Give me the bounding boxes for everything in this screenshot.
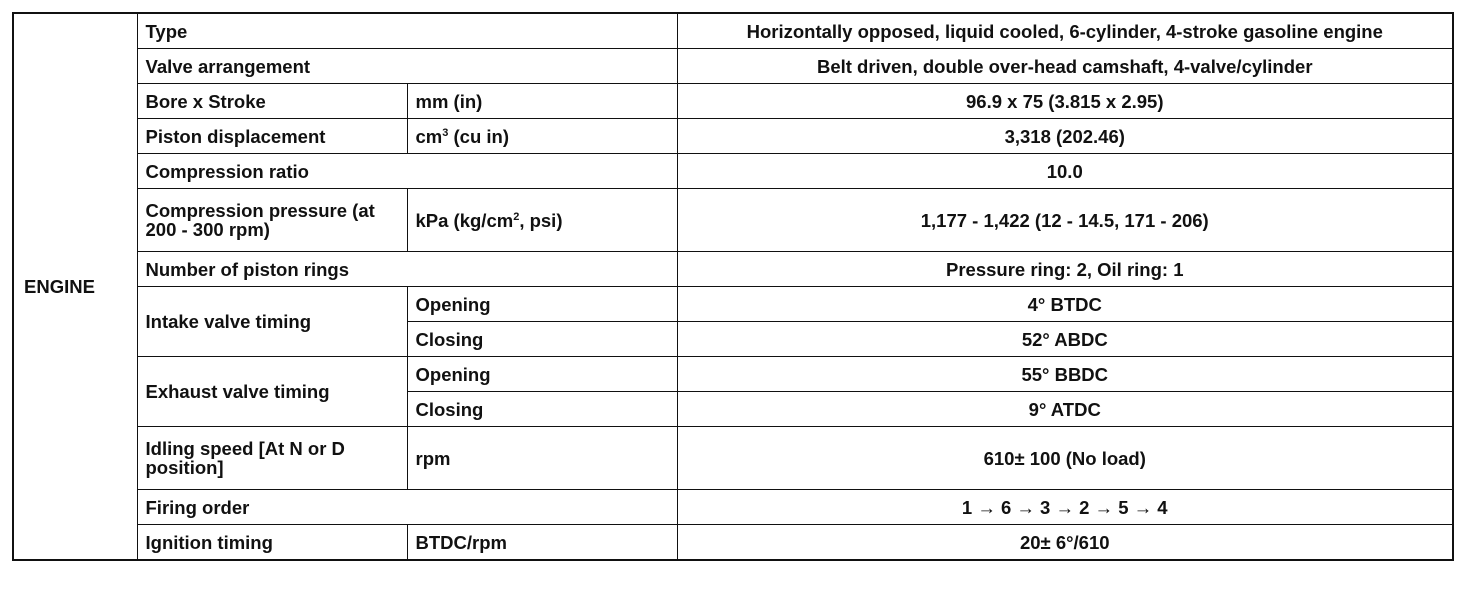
spec-value: 4° BTDC [677,287,1453,322]
spec-label: Number of piston rings [137,252,677,287]
spec-sublabel: Opening [407,287,677,322]
table-row [13,490,1453,525]
table-row [13,119,1453,154]
engine-spec-table [12,12,1454,561]
spec-unit: kPa ($kg/cm^2$, psi) [407,189,677,252]
spec-value: Pressure ring: 2, Oil ring: 1 [677,252,1453,287]
table-row [13,84,1453,119]
spec-unit: BTDC/rpm [407,525,677,561]
spec-value: 9° ATDC [677,392,1453,427]
spec-value: 10.0 [677,154,1453,189]
spec-unit: mm (in) [407,84,677,119]
spec-sublabel: Closing [407,322,677,357]
spec-label: Valve arrangement [137,49,677,84]
spec-value: 20± 6°/610 [677,525,1453,561]
spec-value: Horizontally opposed, liquid cooled, 6-cylinder, 4-stroke gasoline engine [677,13,1453,49]
table-row [13,13,1453,49]
spec-value: 1,177 - 1,422 (12 - 14.5, 171 - 206) [677,189,1453,252]
spec-label: Compression ratio [137,154,677,189]
spec-label: Type [137,13,677,49]
table-row [13,49,1453,84]
table-row [13,525,1453,561]
spec-sublabel: Closing [407,392,677,427]
spec-value: 610± 100 (No load) [677,427,1453,490]
table-row [13,154,1453,189]
spec-value: 55° BBDC [677,357,1453,392]
table-row [13,252,1453,287]
section-label: ENGINE [13,13,137,560]
spec-label: Firing order [137,490,677,525]
spec-unit: $cm^3$ (cu in) [407,119,677,154]
spec-label: Piston displacement [137,119,407,154]
table-row [13,189,1453,252]
spec-label: Bore x Stroke [137,84,407,119]
spec-label: Exhaust valve timing [137,357,407,427]
spec-value: 3,318 (202.46) [677,119,1453,154]
spec-label: Ignition timing [137,525,407,561]
table-row [13,427,1453,490]
spec-unit: rpm [407,427,677,490]
spec-label: Compression pressure (at 200 - 300 rpm) [137,189,407,252]
table-row [13,287,1453,322]
spec-value: 1 → 6 → 3 → 2 → 5 → 4 [677,490,1453,525]
spec-sublabel: Opening [407,357,677,392]
table-row [13,357,1453,392]
spec-label: Idling speed [At N or D position] [137,427,407,490]
spec-value: 52° ABDC [677,322,1453,357]
spec-value: Belt driven, double over-head camshaft, 4-valve/cylinder [677,49,1453,84]
spec-label: Intake valve timing [137,287,407,357]
spec-value: 96.9 x 75 (3.815 x 2.95) [677,84,1453,119]
